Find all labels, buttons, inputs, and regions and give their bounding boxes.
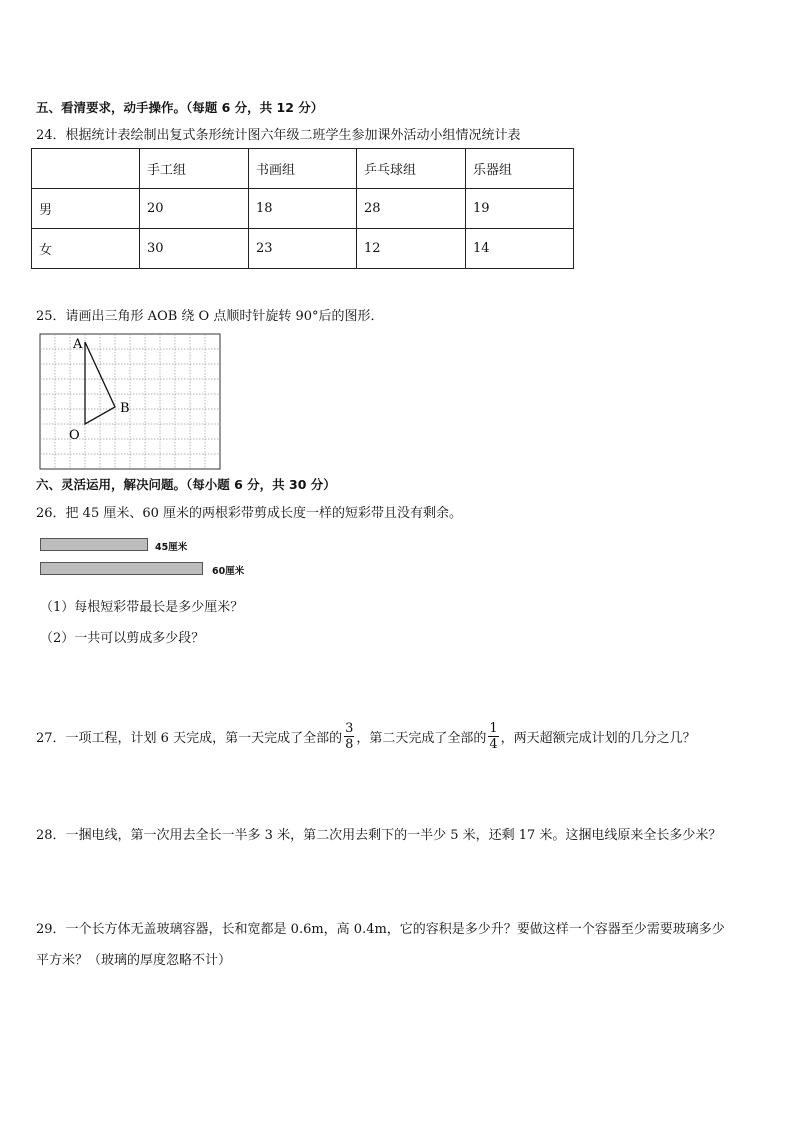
table-cell: 18 [249, 189, 357, 229]
q26-sub1: （1）每根短彩带最长是多少厘米？ [40, 600, 244, 615]
q29-line1: 29．一个长方体无盖玻璃容器，长和宽都是 0.6m，高 0.4m，它的容积是多少升？要做这样一个容器至少需要玻璃多少 [36, 922, 725, 937]
rotation-grid [39, 333, 222, 470]
table-header-cell: 乐器组 [466, 149, 574, 189]
table-cell: 14 [466, 229, 574, 269]
ribbon-60cm-label: 60厘米 [212, 566, 245, 577]
table-header-cell: 书画组 [249, 149, 357, 189]
fraction-1-4 [488, 721, 498, 752]
q25-text: 25．请画出三角形 AOB 绕 O 点顺时针旋转 90°后的图形． [36, 309, 384, 324]
q27-part2: ，第二天完成了全部的 [356, 730, 487, 746]
q28-text: 28．一捆电线，第一次用去全长一半多 3 米，第二次用去剩下的一半少 5 米，还剩 17 米。这捆电线原来全长多少米？ [36, 828, 722, 843]
table-cell: 28 [357, 189, 466, 229]
q27-part3: ，两天超额完成计划的几分之几？ [500, 730, 696, 746]
table-cell: 20 [140, 189, 249, 229]
table-header-row [32, 149, 574, 189]
table-cell: 男 [32, 189, 140, 229]
q26-text: 26．把 45 厘米、60 厘米的两根彩带剪成长度一样的短彩带且没有剩余。 [36, 506, 463, 521]
section5-heading: 五、看清要求，动手操作。（每题 6 分，共 12 分） [36, 100, 324, 115]
section6-heading: 六、灵活运用，解决问题。（每小题 6 分，共 30 分） [36, 477, 336, 492]
table-cell: 23 [249, 229, 357, 269]
table-cell: 12 [357, 229, 466, 269]
ribbon-45cm-label: 45厘米 [155, 542, 188, 553]
point-o-label: O [69, 428, 80, 443]
grid-lines [40, 334, 220, 469]
q27 [36, 716, 696, 756]
fraction-denominator: 8 [345, 736, 354, 752]
table-header-cell [32, 149, 140, 189]
q24-text: 24．根据统计表绘制出复式条形统计图六年级二班学生参加课外活动小组情况统计表 [36, 128, 521, 143]
ribbon-60cm [40, 562, 203, 575]
table-header-cell: 手工组 [140, 149, 249, 189]
fraction-numerator: 1 [489, 720, 498, 736]
point-b-label: B [120, 401, 130, 416]
table-cell: 30 [140, 229, 249, 269]
fraction-denominator: 4 [489, 736, 498, 752]
table-header-cell: 乒乓球组 [357, 149, 466, 189]
fraction-3-8 [344, 721, 354, 752]
q26-sub2: （2）一共可以剪成多少段？ [40, 631, 205, 646]
q29-line2: 平方米？（玻璃的厚度忽略不计） [36, 953, 232, 968]
ribbon-45cm [40, 538, 148, 551]
table-cell: 女 [32, 229, 140, 269]
fraction-numerator: 3 [345, 720, 354, 736]
table-row [32, 189, 574, 229]
point-a-label: A [73, 337, 83, 352]
table-cell: 19 [466, 189, 574, 229]
table-row [32, 229, 574, 269]
stats-table [31, 148, 574, 269]
q27-part1: 27．一项工程，计划 6 天完成，第一天完成了全部的 [36, 730, 343, 746]
